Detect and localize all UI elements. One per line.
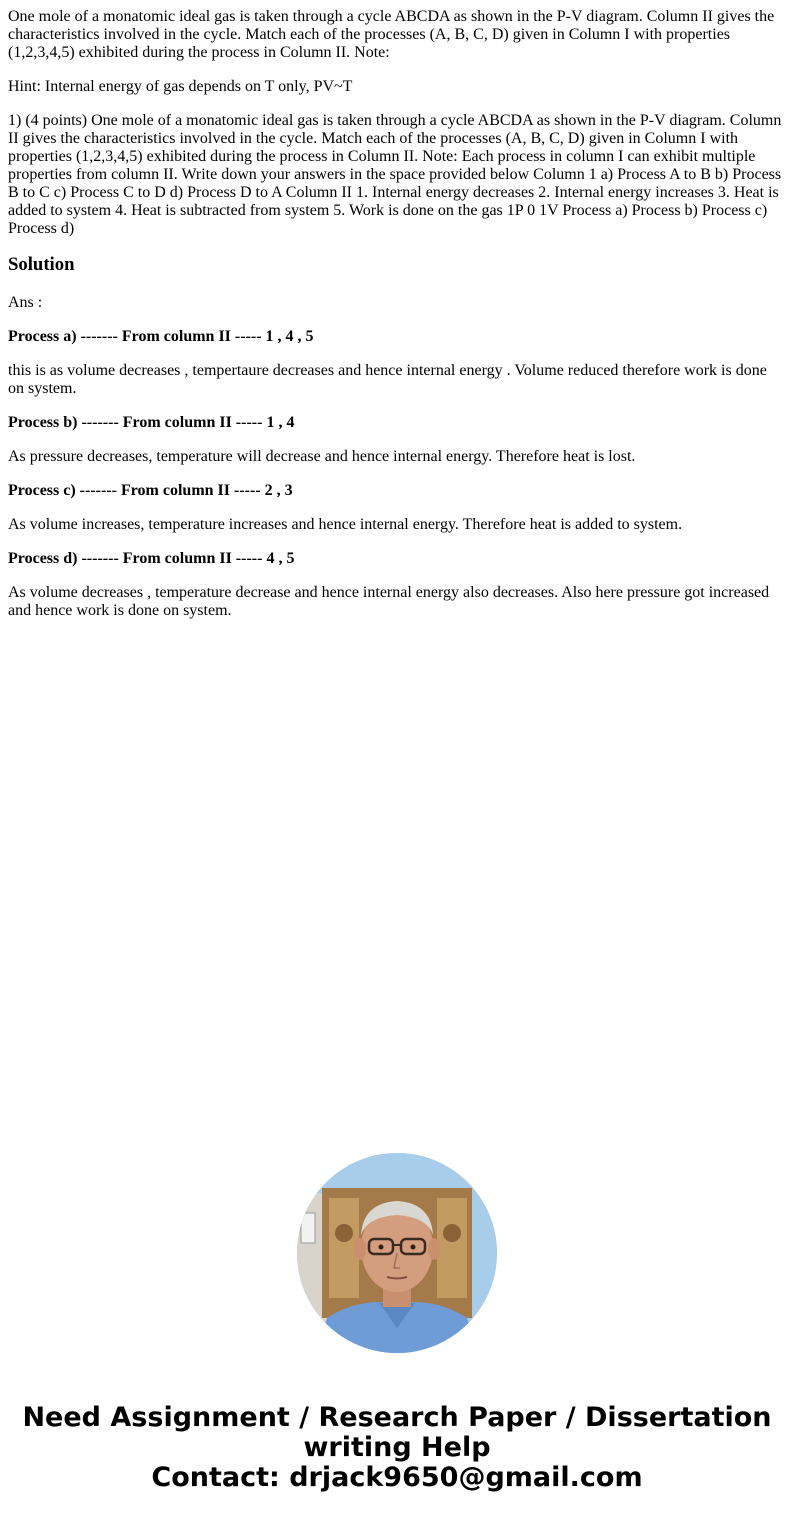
question-hint: Hint: Internal energy of gas depends on T only, PV~T — [8, 78, 353, 95]
process-c-title: Process c) ------- From column II ----- 2 , 3 — [8, 482, 293, 499]
process-d-title: Process d) ------- From column II ----- 4 , 5 — [8, 550, 295, 567]
solution-heading: Solution — [8, 254, 75, 275]
answer-label: Ans : — [8, 294, 43, 311]
question-intro: One mole of a monatomic ideal gas is taken through a cycle ABCDA as shown in the P-V diagram. Column II gives the characteristics involved in the cycle. Match each of the processes (A, B, C, D) given in Column I with properties (1,2,3,4,5) exhibited during the process in Column II. Note: — [8, 8, 775, 61]
process-d-text: As volume decreases , temperature decrease and hence internal energy also decreases. Also here pressure got increased and hence work is done on system. — [8, 584, 770, 619]
process-b-text: As pressure decreases, temperature will decrease and hence internal energy. Therefore heat is lost. — [8, 448, 636, 465]
author-avatar — [297, 1153, 497, 1353]
promo-line-2: writing Help — [303, 1432, 491, 1463]
process-b-title: Process b) ------- From column II ----- 1 , 4 — [8, 414, 295, 431]
process-a-text: this is as volume decreases , tempertaure decreases and hence internal energy . Volume reduced therefore work is done on system. — [8, 362, 767, 397]
promo-line-1: Need Assignment / Research Paper / Dissertation — [22, 1402, 772, 1433]
process-c-text: As volume increases, temperature increases and hence internal energy. Therefore heat is added to system. — [8, 516, 683, 533]
document-body — [8, 8, 786, 636]
process-a-title: Process a) ------- From column II ----- 1 , 4 , 5 — [8, 328, 314, 345]
promo-contact: Contact: drjack9650@gmail.com — [151, 1462, 643, 1493]
promo-footer — [0, 1403, 794, 1493]
question-full: 1) (4 points) One mole of a monatomic ideal gas is taken through a cycle ABCDA as shown in the P-V diagram. Column II gives the characteristics involved in the cycle. Match each of the processes (A, B, C, D) given in Column I with properties (1,2,3,4,5) exhibited during the process in Column II. Note: Each process in column I can exhibit multiple properties from column II. Write down your answers in the space provided below Column 1 a) Process A to B b) Process B to C c) Process C to D d) Process D to A Column II 1. Internal energy decreases 2. Internal energy increases 3. Heat is added to system 4. Heat is subtracted from system 5. Work is done on the gas 1P 0 1V Process a) Process b) Process c) Process d) — [8, 112, 782, 237]
author-photo-illustration — [297, 1153, 497, 1353]
